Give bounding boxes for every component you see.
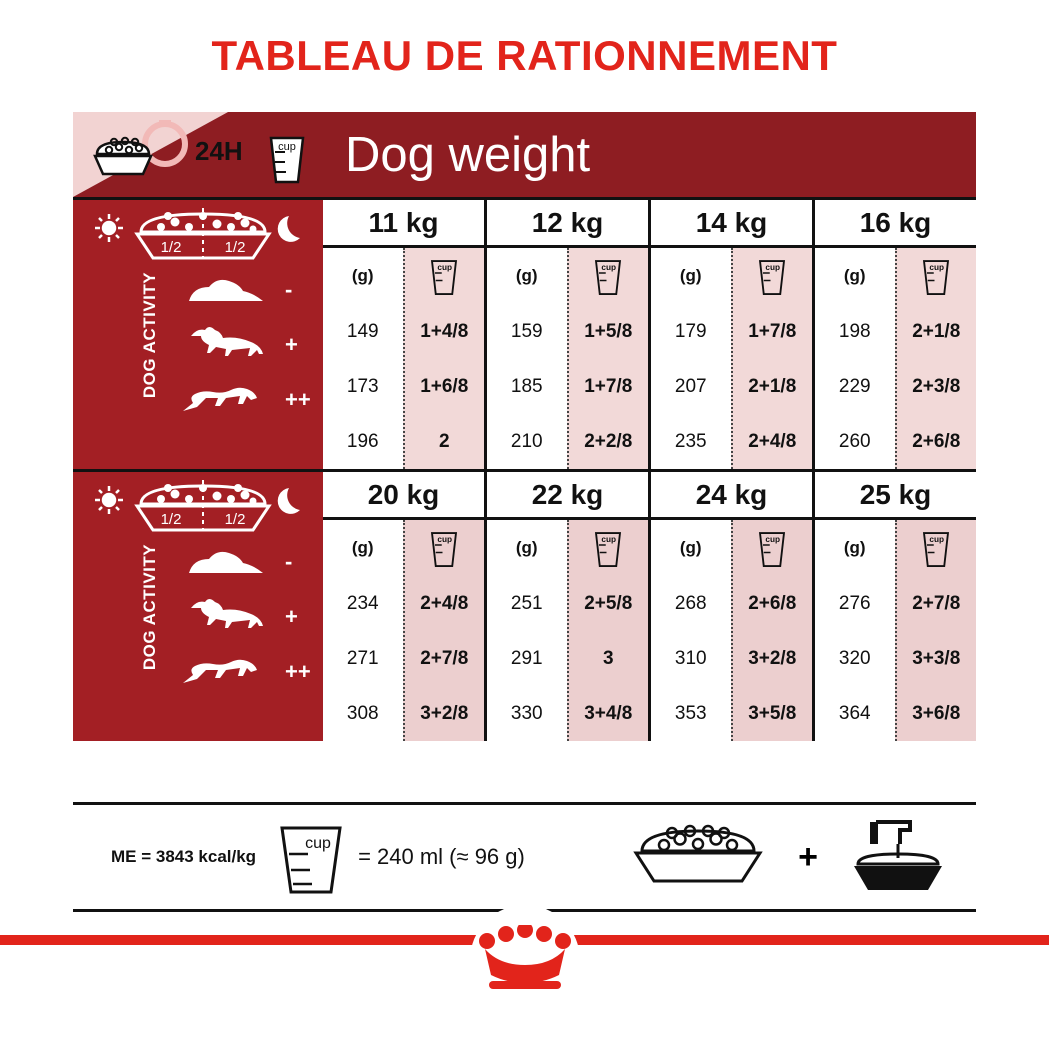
dog-lying-icon bbox=[177, 545, 277, 579]
day-night-bowl-1 bbox=[73, 200, 323, 262]
grams-header: (g) bbox=[679, 538, 702, 557]
ration-cell: 3+5/8 bbox=[748, 702, 797, 724]
page-title: TABLEAU DE RATIONNEMENT bbox=[211, 32, 838, 79]
grams-subcolumn bbox=[323, 520, 403, 741]
activity-row-mid-1 bbox=[73, 317, 323, 372]
grams-header: (g) bbox=[679, 266, 702, 285]
ration-cell: 271 bbox=[346, 647, 379, 669]
measuring-cup-icon bbox=[591, 527, 625, 569]
ration-cell: 3+2/8 bbox=[420, 702, 469, 724]
weight-column bbox=[648, 200, 812, 469]
svg-text:cup: cup bbox=[601, 263, 617, 272]
ration-cell: 1+4/8 bbox=[420, 320, 469, 342]
ration-cell: 1+7/8 bbox=[584, 375, 633, 397]
ration-cell: 3 bbox=[602, 647, 614, 669]
dog-running-icon bbox=[177, 653, 277, 691]
ration-cell: 234 bbox=[346, 592, 379, 614]
ration-cell: 291 bbox=[510, 647, 543, 669]
dog-lying-icon bbox=[177, 273, 277, 307]
ration-cell: 353 bbox=[674, 702, 707, 724]
svg-text:cup: cup bbox=[437, 263, 453, 272]
grams-header: (g) bbox=[515, 538, 538, 557]
ration-cell: 2+6/8 bbox=[748, 592, 797, 614]
ration-cell: 179 bbox=[674, 320, 707, 342]
footer-legend bbox=[73, 802, 976, 912]
activity-rows-2 bbox=[73, 534, 323, 699]
grams-header: (g) bbox=[351, 538, 374, 557]
measuring-cup-icon bbox=[919, 255, 953, 297]
grams-subcolumn bbox=[323, 248, 403, 469]
cup-header bbox=[405, 520, 485, 576]
measuring-cup-icon bbox=[427, 527, 461, 569]
bowl-split-icon bbox=[83, 474, 323, 536]
weight-column bbox=[323, 472, 484, 741]
daily-ration-badge bbox=[93, 120, 243, 182]
svg-text:cup: cup bbox=[278, 141, 296, 153]
cup-header bbox=[405, 248, 485, 304]
svg-text:cup: cup bbox=[437, 535, 453, 544]
activity-sign-low-2: - bbox=[285, 548, 293, 574]
cup-header bbox=[897, 520, 977, 576]
svg-text:cup: cup bbox=[765, 263, 781, 272]
header-cup-icon-wrap bbox=[265, 130, 309, 191]
weight-head: 14 kg bbox=[651, 200, 812, 248]
grams-subcolumn bbox=[651, 248, 731, 469]
weight-head: 12 kg bbox=[487, 200, 648, 248]
cup-subcolumn bbox=[895, 248, 977, 469]
weight-head: 16 kg bbox=[815, 200, 976, 248]
ration-cell: 310 bbox=[674, 647, 707, 669]
ration-cell: 2+4/8 bbox=[420, 592, 469, 614]
ration-cell: 2+1/8 bbox=[748, 375, 797, 397]
ration-cell: 251 bbox=[510, 592, 543, 614]
ration-cell: 308 bbox=[346, 702, 379, 724]
cup-header bbox=[733, 520, 813, 576]
ration-cell: 3+3/8 bbox=[912, 647, 961, 669]
water-tap-icon bbox=[836, 814, 946, 900]
dog-standing-icon bbox=[177, 326, 277, 364]
grams-subcolumn bbox=[487, 520, 567, 741]
ration-cell: 2+1/8 bbox=[912, 320, 961, 342]
cup-subcolumn bbox=[567, 248, 649, 469]
activity-rows-1 bbox=[73, 262, 323, 427]
cup-equivalence: = 240 ml (≈ 96 g) bbox=[358, 844, 525, 869]
ration-cell: 1+6/8 bbox=[420, 375, 469, 397]
weight-columns-2 bbox=[323, 472, 976, 741]
ration-cell: 2 bbox=[438, 430, 450, 452]
ration-cell: 2+4/8 bbox=[748, 430, 797, 452]
activity-row-high-2 bbox=[73, 644, 323, 699]
table-header-left bbox=[73, 112, 323, 197]
svg-text:1/2: 1/2 bbox=[224, 511, 246, 528]
measuring-cup-icon bbox=[919, 527, 953, 569]
grams-subcolumn bbox=[815, 520, 895, 741]
plus-symbol: + bbox=[798, 837, 818, 876]
activity-panel-2 bbox=[73, 472, 323, 741]
weight-head: 11 kg bbox=[323, 200, 484, 248]
badge-label: 24H bbox=[195, 135, 243, 166]
sun-icon bbox=[95, 486, 123, 514]
table-header-row bbox=[73, 112, 976, 197]
ration-cell: 235 bbox=[674, 430, 707, 452]
ration-cell: 320 bbox=[838, 647, 871, 669]
ration-cell: 2+7/8 bbox=[912, 592, 961, 614]
dog-weight-title: Dog weight bbox=[323, 112, 976, 197]
weight-column bbox=[648, 472, 812, 741]
weight-columns-1 bbox=[323, 200, 976, 469]
ration-cell: 1+7/8 bbox=[748, 320, 797, 342]
activity-row-low-2 bbox=[73, 534, 323, 589]
sun-icon bbox=[95, 214, 123, 242]
activity-sign-low-1: - bbox=[285, 276, 293, 302]
grams-header: (g) bbox=[351, 266, 374, 285]
cup-header bbox=[569, 248, 649, 304]
activity-sign-mid-2: + bbox=[285, 603, 298, 629]
activity-sign-high-1: ++ bbox=[285, 386, 311, 412]
bowl-timer-icon bbox=[93, 120, 189, 182]
svg-text:cup: cup bbox=[305, 835, 331, 852]
activity-label-1: DOG ACTIVITY bbox=[140, 271, 160, 398]
me-value: ME = 3843 kcal/kg bbox=[111, 847, 257, 866]
cup-header bbox=[569, 520, 649, 576]
svg-text:1/2: 1/2 bbox=[224, 239, 246, 256]
measuring-cup-icon bbox=[427, 255, 461, 297]
grams-header: (g) bbox=[515, 266, 538, 285]
svg-text:cup: cup bbox=[765, 535, 781, 544]
svg-text:1/2: 1/2 bbox=[160, 239, 182, 256]
svg-text:cup: cup bbox=[601, 535, 617, 544]
ration-cell: 3+2/8 bbox=[748, 647, 797, 669]
svg-text:1/2: 1/2 bbox=[160, 511, 182, 528]
ration-cell: 364 bbox=[838, 702, 871, 724]
ration-cell: 196 bbox=[346, 430, 379, 452]
ration-cell: 268 bbox=[674, 592, 707, 614]
bowl-split-icon bbox=[83, 202, 323, 264]
ration-cell: 2+3/8 bbox=[912, 375, 961, 397]
measuring-cup-icon bbox=[265, 130, 309, 186]
ration-cell: 198 bbox=[838, 320, 871, 342]
moon-icon bbox=[278, 216, 300, 242]
weight-column bbox=[812, 200, 976, 469]
cup-subcolumn bbox=[567, 520, 649, 741]
measuring-cup-icon bbox=[591, 255, 625, 297]
feeding-water-note bbox=[620, 814, 946, 900]
ration-cell: 149 bbox=[346, 320, 379, 342]
ration-cell: 173 bbox=[346, 375, 379, 397]
cup-header bbox=[897, 248, 977, 304]
activity-sign-high-2: ++ bbox=[285, 658, 311, 684]
crown-icon bbox=[477, 925, 573, 995]
measuring-cup-icon bbox=[755, 255, 789, 297]
ration-cell: 2+6/8 bbox=[912, 430, 961, 452]
feeding-table bbox=[73, 112, 976, 802]
ration-cell: 2+5/8 bbox=[584, 592, 633, 614]
weight-head: 24 kg bbox=[651, 472, 812, 520]
weight-column bbox=[812, 472, 976, 741]
grams-header: (g) bbox=[843, 266, 866, 285]
ration-cell: 229 bbox=[838, 375, 871, 397]
ration-cell: 2+2/8 bbox=[584, 430, 633, 452]
ration-cell: 260 bbox=[838, 430, 871, 452]
svg-text:cup: cup bbox=[929, 535, 945, 544]
ration-block-2 bbox=[73, 469, 976, 741]
ration-cell: 207 bbox=[674, 375, 707, 397]
moon-icon bbox=[278, 488, 300, 514]
dog-standing-icon bbox=[177, 598, 277, 636]
cup-subcolumn bbox=[731, 248, 813, 469]
weight-head: 25 kg bbox=[815, 472, 976, 520]
ration-cell: 210 bbox=[510, 430, 543, 452]
ration-cell: 3+4/8 bbox=[584, 702, 633, 724]
day-night-bowl-2 bbox=[73, 472, 323, 534]
ration-cell: 276 bbox=[838, 592, 871, 614]
ration-cell: 1+5/8 bbox=[584, 320, 633, 342]
grams-subcolumn bbox=[651, 520, 731, 741]
ration-cell: 185 bbox=[510, 375, 543, 397]
activity-label-2: DOG ACTIVITY bbox=[140, 543, 160, 670]
grams-subcolumn bbox=[815, 248, 895, 469]
brand-crown-circle bbox=[470, 905, 580, 1015]
activity-row-mid-2 bbox=[73, 589, 323, 644]
ration-cell: 159 bbox=[510, 320, 543, 342]
food-bowl-icon bbox=[620, 817, 780, 897]
weight-column bbox=[484, 472, 648, 741]
weight-column bbox=[323, 200, 484, 469]
cup-header bbox=[733, 248, 813, 304]
svg-text:cup: cup bbox=[929, 263, 945, 272]
ration-cell: 330 bbox=[510, 702, 543, 724]
activity-row-low-1 bbox=[73, 262, 323, 317]
cup-subcolumn bbox=[731, 520, 813, 741]
grams-subcolumn bbox=[487, 248, 567, 469]
measuring-cup-icon bbox=[272, 814, 350, 900]
weight-head: 22 kg bbox=[487, 472, 648, 520]
cup-subcolumn bbox=[403, 520, 485, 741]
measuring-cup-icon bbox=[755, 527, 789, 569]
activity-sign-mid-1: + bbox=[285, 331, 298, 357]
activity-row-high-1 bbox=[73, 372, 323, 427]
ration-cell: 2+7/8 bbox=[420, 647, 469, 669]
brand-crown-wrap bbox=[0, 905, 1049, 1015]
ration-cell: 3+6/8 bbox=[912, 702, 961, 724]
weight-head: 20 kg bbox=[323, 472, 484, 520]
cup-subcolumn bbox=[403, 248, 485, 469]
activity-panel-1 bbox=[73, 200, 323, 469]
dog-running-icon bbox=[177, 381, 277, 419]
cup-subcolumn bbox=[895, 520, 977, 741]
weight-column bbox=[484, 200, 648, 469]
ration-block-1 bbox=[73, 197, 976, 469]
grams-header: (g) bbox=[843, 538, 866, 557]
